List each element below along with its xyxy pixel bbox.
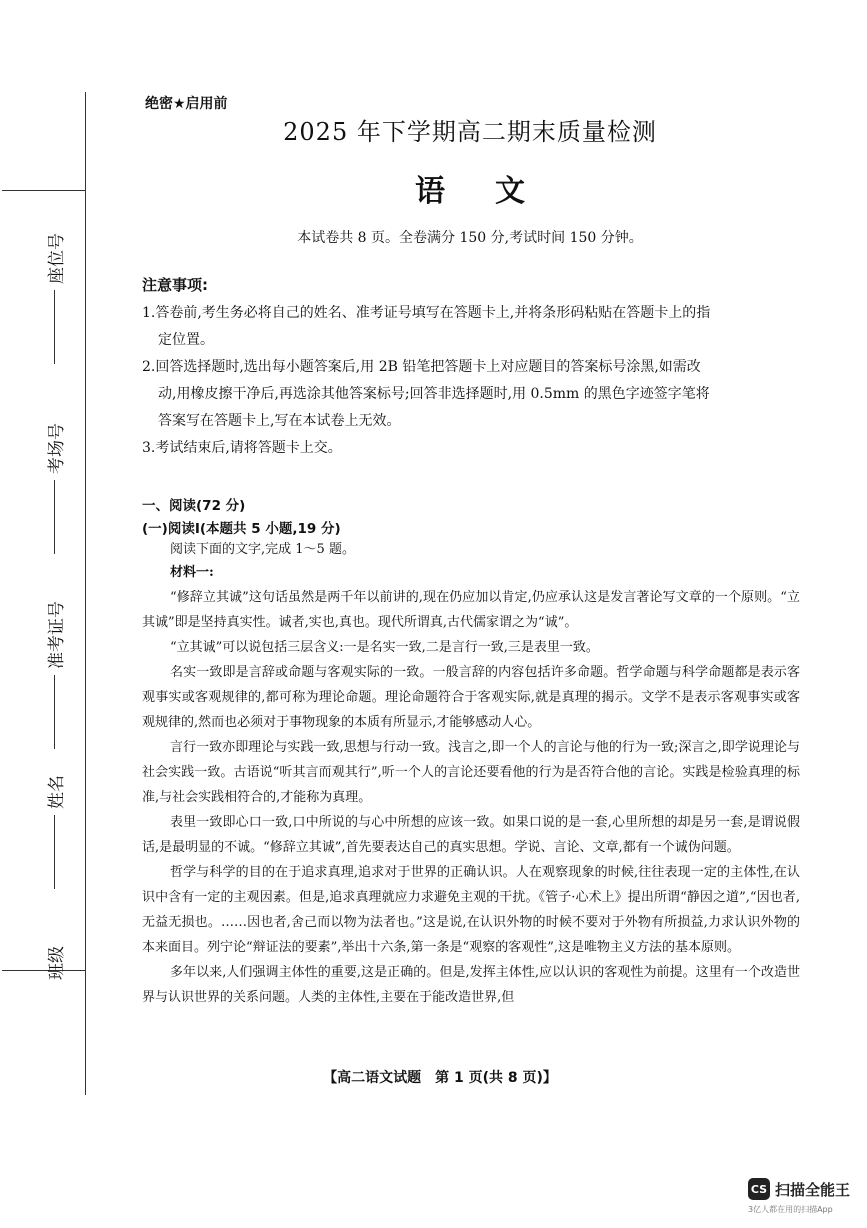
- scanner-logo-icon: CS: [748, 1178, 770, 1200]
- reading-instruction: 阅读下面的文字,完成 1～5 题。: [170, 542, 355, 557]
- page-footer: 【高二语文试题 第 1 页(共 8 页)】: [323, 1070, 557, 1086]
- notice-item: 3.考试结束后,请将答题卡上交。: [142, 440, 342, 456]
- name-field: [42, 775, 67, 895]
- part-heading: (一)阅读Ⅰ(本题共 5 小题,19 分): [142, 521, 341, 537]
- room-number-field: [42, 423, 67, 560]
- subject-title: 语文: [415, 174, 575, 209]
- material-label: 材料一:: [170, 565, 214, 580]
- exam-meta: 本试卷共 8 页。全卷满分 150 分,考试时间 150 分钟。: [297, 230, 643, 246]
- passage-paragraph: “立其诚”可以说包括三层含义:一是名实一致,二是言行一致,三是表里一致。: [170, 640, 599, 655]
- room-number-label: 考场号: [47, 423, 67, 474]
- notice-item: 动,用橡皮擦干净后,再选涂其他答案标号;回答非选择题时,用 0.5mm 的黑色字迹签字笔将: [158, 386, 710, 402]
- class-label: 班级: [47, 946, 67, 980]
- notice-item: 2.回答选择题时,选出每小题答案后,用 2B 铅笔把答题卡上对应题目的答案标号涂黑,如需改: [142, 359, 701, 375]
- seat-number-label: 座位号: [47, 233, 67, 284]
- class-field: [42, 946, 67, 980]
- notice-item: 答案写在答题卡上,写在本试卷上无效。: [158, 413, 401, 429]
- notice-list: [142, 300, 804, 462]
- scanner-logo-tagline: 3亿人都在用的扫描App: [748, 1205, 833, 1214]
- notice-title: 注意事项:: [142, 276, 208, 294]
- page-title: 2025 年下学期高二期末质量检测: [283, 118, 657, 146]
- passage-paragraph: 多年以来,人们强调主体性的重要,这是正确的。但是,发挥主体性,应以认识的客观性为前提。这里有一个改造世界与认识世界的关系问题。人类的主体性,主要在于能改造世界,但: [142, 965, 800, 1005]
- passage-paragraph: 表里一致即心口一致,口中所说的与心中所想的应该一致。如果口说的是一套,心里所想的却是另一套,是谓说假话,是最明显的不诚。“修辞立其诚”,首先要表达自己的真实思想。学说、言论、文章,都有一个诚伪问题。: [142, 815, 800, 855]
- passage-paragraph: “修辞立其诚”这句话虽然是两千年以前讲的,现在仍应加以肯定,仍应承认这是发言著论写文章的一个原则。“立其诚”即是坚持真实性。诚者,实也,真也。现代所谓真,古代儒家谓之为“诚”。: [142, 590, 800, 630]
- section-heading: 一、阅读(72 分): [142, 498, 246, 514]
- passage-paragraph: 名实一致即是言辞或命题与客观实际的一致。一般言辞的内容包括许多命题。哲学命题与科学命题都是表示客观事实或客观规律的,都可称为理论命题。理论命题符合于客观实际,就是真理的揭示。文学不是表示客观事实或客观规律的,然而也必须对于事物现象的本质有所显示,才能够感动人心。: [142, 665, 800, 730]
- seat-number-blank[interactable]: [54, 290, 55, 364]
- exam-number-label: 准考证号: [47, 601, 67, 669]
- binding-tick-top: [2, 190, 85, 191]
- classified-mark: 绝密★启用前: [145, 96, 228, 112]
- room-number-blank[interactable]: [54, 480, 55, 554]
- exam-number-field: [42, 601, 67, 755]
- binding-line: [85, 92, 86, 1095]
- name-blank[interactable]: [54, 815, 55, 889]
- seat-number-field: [42, 233, 67, 370]
- name-label: 姓名: [47, 775, 67, 809]
- scanner-logo-name: 扫描全能王: [775, 1180, 851, 1199]
- scanner-logo: [748, 1178, 850, 1200]
- exam-number-blank[interactable]: [54, 675, 55, 749]
- passage-paragraph: 哲学与科学的目的在于追求真理,追求对于世界的正确认识。人在观察现象的时候,往往表现一定的主体性,在认识中含有一定的主观因素。但是,追求真理就应力求避免主观的干扰。《管子·心术上》提出所谓“静因之道”,“因也者,无益无损也。……因也者,舍己而以物为法者也。”这是说,在认识外物的时候不要对于外物有所损益,力求认识外物的本来面目。列宁论“辩证法的要素”,举出十六条,第一条是“观察的客观性”,这是唯物主义方法的基本原则。: [142, 865, 800, 955]
- passage: [142, 585, 800, 1010]
- notice-item: 1.答卷前,考生务必将自己的姓名、准考证号填写在答题卡上,并将条形码粘贴在答题卡上的指: [142, 305, 711, 321]
- passage-paragraph: 言行一致亦即理论与实践一致,思想与行动一致。浅言之,即一个人的言论与他的行为一致;深言之,即学说理论与社会实践一致。古语说“听其言而观其行”,听一个人的言论还要看他的行为是否符合他的言论。实践是检验真理的标准,与社会实践相符合的,才能称为真理。: [142, 740, 800, 805]
- notice-item: 定位置。: [158, 332, 214, 348]
